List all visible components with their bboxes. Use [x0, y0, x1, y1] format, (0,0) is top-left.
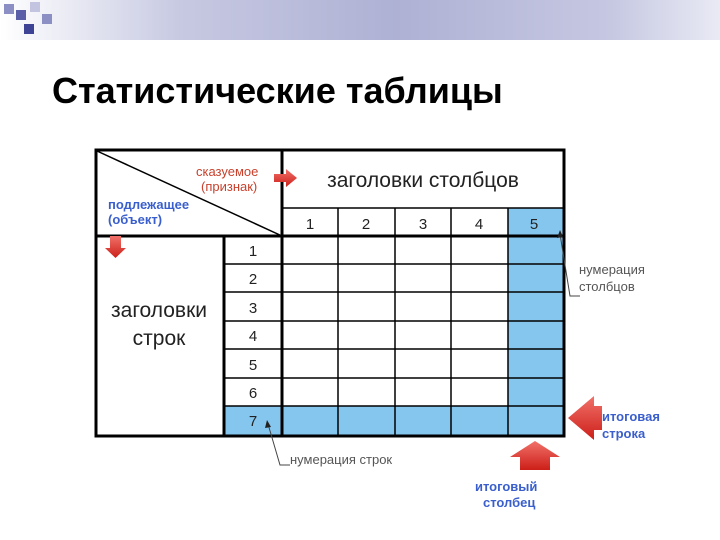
- column-numbering-label-line2: столбцов: [579, 279, 635, 294]
- row-headers-label-line1: заголовки: [111, 299, 207, 322]
- subject-label-line2: (объект): [108, 212, 163, 227]
- row-number: 5: [248, 357, 258, 374]
- table-grid: [96, 150, 564, 436]
- total-column-arrow-icon: [510, 441, 560, 470]
- subject-label-line1: подлежащее: [108, 197, 190, 212]
- column-number: 5: [529, 216, 539, 233]
- row-number: 3: [248, 300, 258, 317]
- column-number: 3: [418, 216, 428, 233]
- row-numbering-label: нумерация строк: [290, 452, 393, 467]
- total-column-label-line1: итоговый: [475, 479, 538, 494]
- row-number: 1: [248, 243, 258, 260]
- column-headers-label: заголовки столбцов: [327, 169, 519, 192]
- predicate-arrow-icon: [274, 169, 297, 187]
- total-row-arrow-icon: [568, 396, 602, 440]
- column-numbering-label-line1: нумерация: [579, 262, 645, 277]
- total-column-label-line2: столбец: [483, 495, 536, 510]
- total-row-label-line1: итоговая: [602, 409, 660, 424]
- row-headers-label-line2: строк: [132, 327, 186, 350]
- column-number: 1: [305, 216, 315, 233]
- column-number: 4: [474, 216, 484, 233]
- subject-arrow-icon: [105, 236, 126, 258]
- row-number: 6: [248, 385, 258, 402]
- predicate-label-line1: сказуемое: [196, 164, 259, 179]
- row-number: 7: [248, 413, 258, 430]
- column-number: 2: [361, 216, 371, 233]
- predicate-label-line2: (признак): [201, 179, 258, 194]
- slide-title: Статистические таблицы: [52, 70, 503, 111]
- total-row-label-line2: строка: [602, 426, 646, 441]
- row-number: 4: [248, 328, 258, 345]
- row-number: 2: [248, 271, 258, 288]
- total-row-highlight: [223, 406, 563, 435]
